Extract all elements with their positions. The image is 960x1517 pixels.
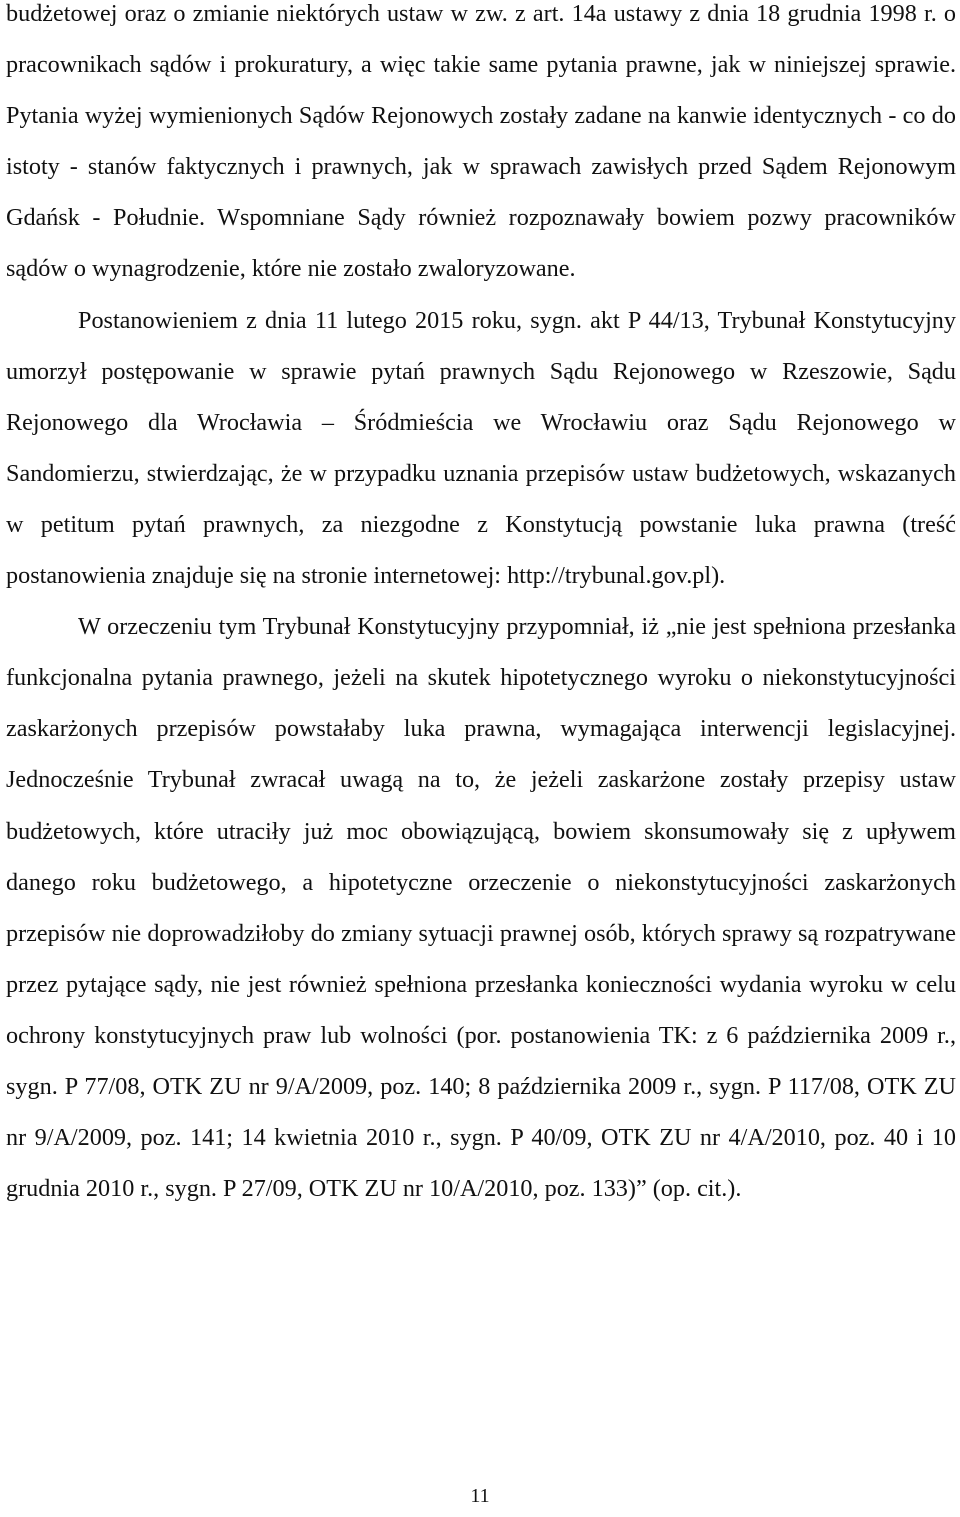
page-number: 11 bbox=[470, 1485, 490, 1507]
paragraph-continuation: budżetowej oraz o zmianie niektórych ustaw w zw. z art. 14a ustawy z dnia 18 grudnia 1998 r. o pracownikach sądów i prokuratury, a więc takie same pytania prawne, jak w niniejszej sprawie. Pytania wyżej wymienionych Sądów Rejonowych zostały zadane na kanwie identycznych - co do istoty - stanów faktycznych i prawnych, jak w sprawach zawisłych przed Sądem Rejonowym Gdańsk - Południe. Wspomniane Sądy również rozpoznawały bowiem pozwy pracowników sądów o wynagrodzenie, które nie zostało zwaloryzowane. bbox=[6, 0, 956, 283]
paragraph-tk-reasoning: W orzeczeniu tym Trybunał Konstytucyjny przypomniał, iż „nie jest spełniona przesłanka funkcjonalna pytania prawnego, jeżeli na skutek hipotetycznego wyroku o niekonstytucyjności zaskarżonych przepisów powstałaby luka prawna, wymagająca interwencji legislacyjnej. Jednocześnie Trybunał zwracał uwagą na to, że jeżeli zaskarżone zostały przepisy ustaw budżetowych, które utraciły już moc obowiązującą, bowiem skonsumowały się z upływem danego roku budżetowego, a hipotetyczne orzeczenie o niekonstytucyjności zaskarżonych przepisów nie doprowadziłoby do zmiany sytuacji prawnej osób, których sprawy są rozpatrywane przez pytające sądy, nie jest również spełniona przesłanka konieczności wydania wyroku w celu ochrony konstytucyjnych praw lub wolności (por. postanowienia TK: z 6 października 2009 r., sygn. P 77/08, OTK ZU nr 9/A/2009, poz. 140; 8 października 2009 r., sygn. P 117/08, OTK ZU nr 9/A/2009, poz. 141; 14 kwietnia 2010 r., sygn. P 40/09, OTK ZU nr 4/A/2010, poz. 40 i 10 grudnia 2010 r., sygn. P 27/09, OTK ZU nr 10/A/2010, poz. 133)” (op. cit.). bbox=[6, 613, 956, 1203]
paragraph-ruling-tk: Postanowieniem z dnia 11 lutego 2015 roku, sygn. akt P 44/13, Trybunał Konstytucyjny umorzył postępowanie w sprawie pytań prawnych Sądu Rejonowego w Rzeszowie, Sądu Rejonowego dla Wrocławia – Śródmieścia we Wrocławiu oraz Sądu Rejonowego w Sandomierzu, stwierdzając, że w przypadku uznania przepisów ustaw budżetowych, wskazanych w petitum pytań prawnych, za niezgodne z Konstytucją powstanie luka prawna (treść postanowienia znajduje się na stronie internetowej: http://trybunal.gov.pl). bbox=[6, 306, 956, 590]
document-body bbox=[6, 0, 956, 1214]
